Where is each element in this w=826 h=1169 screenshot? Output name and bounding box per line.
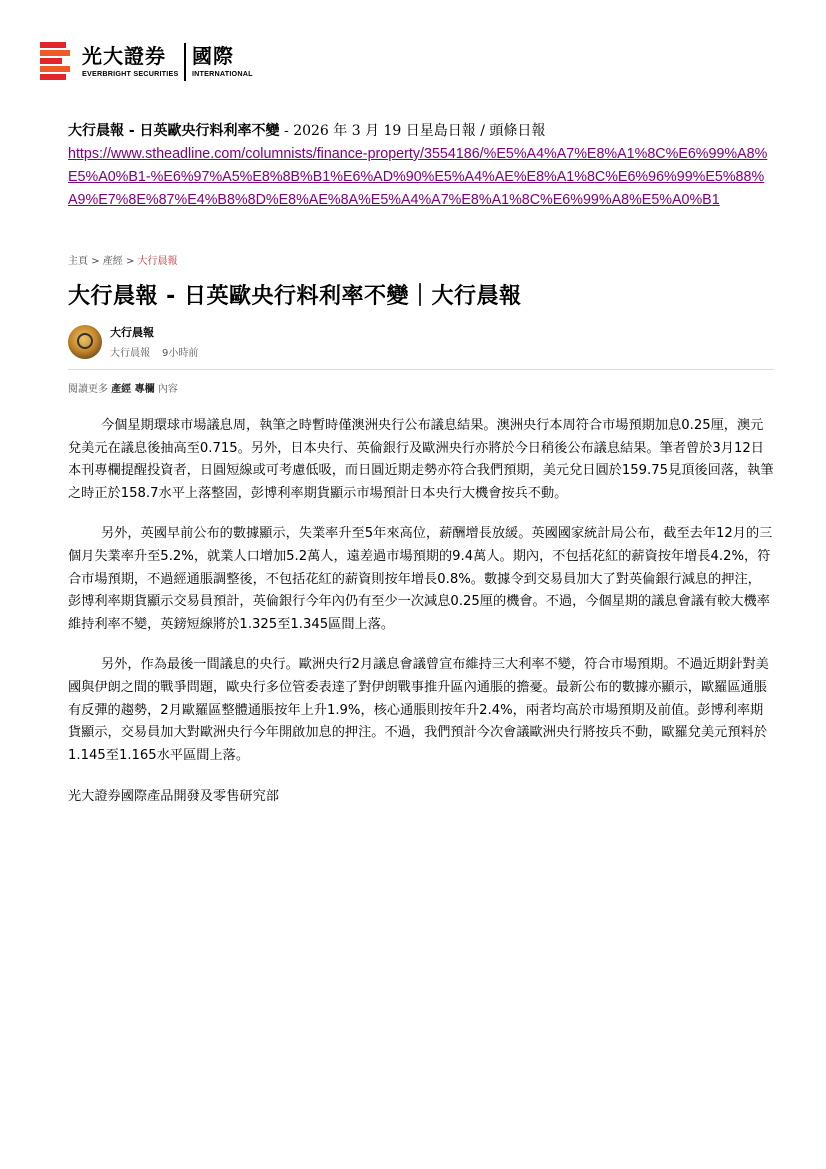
breadcrumb-separator: > (125, 256, 135, 267)
read-more-suffix: 內容 (157, 384, 178, 395)
breadcrumb-separator: > (91, 256, 100, 267)
everbright-logo-icon (38, 40, 72, 84)
article-paragraph: 另外，英國早前公布的數據顯示，失業率升至5年來高位，薪酬增長放緩。英國國家統計局公布，截至去年12月的三個月失業率升至5.2%，就業人口增加5.2萬人，遠差過市場預期的9.4萬人。期內，不包括花紅的薪資按年增長4.2%，符合市場預期，不過經通脹調整後，不包括花紅的薪資則按年增長0.8%。數據令到交易員加大了對英倫銀行減息的押注，彭博利率期貨顯示交易員預計，英倫銀行今年內仍有至少一次減息0.25厘的機會。不過，今個星期的議息會議有較大機率維持利率不變，英鎊短線將於1.325至1.345區間上落。 (68, 526, 773, 632)
document-meta: - 2026 年 3 月 19 日星島日報 / 頭條日報 (279, 123, 546, 139)
article-paragraph: 另外，作為最後一間議息的央行。歐洲央行2月議息會議曾宣布維持三大利率不變，符合市場預期。不過近期針對美國與伊朗之間的戰爭問題，歐央行多位管委表達了對伊朗戰事推升區內通脹的擔憂。最新公布的數據亦顯示，歐羅區通脹有反彈的趨勢，2月歐羅區整體通脹按年上升1.9%，核心通脹則按年升2.4%，兩者均高於市場預期及前值。彭博利率期貨顯示，交易員加大對歐洲央行今年開啟加息的押注。不過，我們預計今次會議歐洲央行將按兵不動，歐羅兌美元預料於1.145至1.165水平區間上落。 (68, 657, 769, 763)
article-title: 大行晨報 - 日英歐央行料利率不變｜大行晨報 (68, 284, 522, 309)
avatar[interactable] (68, 325, 102, 359)
breadcrumb-current[interactable]: 大行晨報 (137, 256, 178, 267)
read-more-bar (68, 380, 780, 395)
read-more-prefix: 閱讀更多 (68, 384, 108, 395)
logo-cn-right: 國際 (191, 44, 234, 68)
publish-time: 9小時前 (162, 348, 199, 359)
document-title: 大行晨報 - 日英歐央行料利率不變 (68, 123, 280, 139)
divider (68, 369, 774, 370)
article (68, 252, 780, 804)
logo-en-left: EVERBRIGHT SECURITIES (82, 69, 179, 78)
logo-separator (184, 43, 186, 81)
company-logo (38, 40, 253, 84)
document-header (68, 120, 788, 212)
author-name[interactable]: 大行晨報 (110, 326, 154, 339)
article-paragraph: 今個星期環球市場議息周，執筆之時暫時僅澳洲央行公布議息結果。澳洲央行本周符合市場預期加息0.25厘，澳元兌美元在議息後抽高至0.715。另外，日本央行、英倫銀行及歐洲央行亦將於今日稍後公布議息結果。筆者曾於3月12日本刊專欄提醒投資者，日圓短線或可考慮低吸，而日圓近期走勢亦符合我們預期，美元兌日圓於159.75見頂後回落，執筆之時正於158.7水平上落整固，彭博利率期貨顯示市場預計日本央行大機會按兵不動。 (68, 418, 774, 501)
signoff: 光大證券國際產品開發及零售研究部 (68, 789, 279, 805)
author-row (68, 324, 780, 359)
source-link[interactable]: https://www.stheadline.com/columnists/finance-property/3554186/%E5%A4%A7%E8%A1%8C%E6%99%A8%E5%A0%B1-%E6%97%A5%E8%8B%B1%E6%AD%90%E5%A4%AE%E8%A1%8C%E6%96%99%E5%88%A9%E7%8E%87%E4%B8%8D%E8%AE%8A%E5%A4%A7%E8%A1%8C%E6%99%A8%E5%A0%B1 (68, 146, 768, 208)
logo-en-right: INTERNATIONAL (191, 69, 253, 78)
breadcrumb-home[interactable]: 主頁 (68, 256, 88, 267)
author-column: 大行晨報 (110, 348, 150, 359)
logo-cn-left: 光大證券 (82, 44, 166, 68)
read-more-tags[interactable]: 產經 專欄 (111, 384, 155, 395)
breadcrumb (68, 252, 780, 267)
breadcrumb-category[interactable]: 產經 (102, 256, 123, 267)
